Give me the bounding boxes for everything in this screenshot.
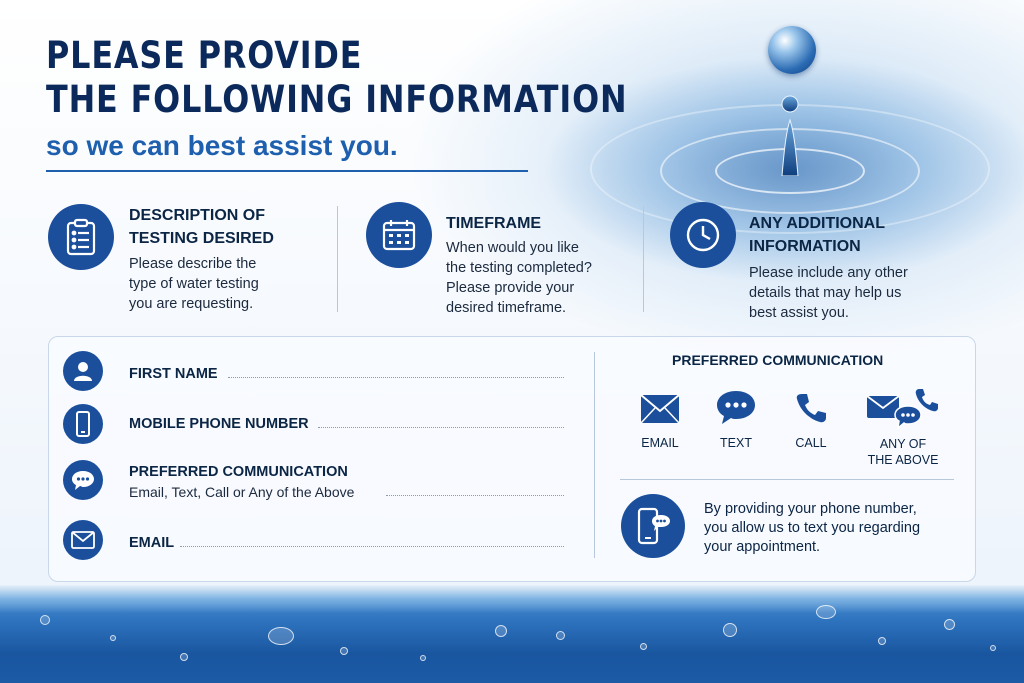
option-email[interactable] — [632, 390, 688, 450]
body-line: details that may help us — [749, 285, 902, 301]
title-line-2: THE FOLLOWING INFORMATION — [46, 78, 628, 121]
bubble — [110, 635, 116, 641]
phone-icon — [795, 392, 827, 424]
email-label: EMAIL — [129, 535, 175, 551]
column-divider — [643, 206, 644, 312]
body-line: the testing completed? — [446, 260, 592, 276]
bubble — [268, 627, 294, 645]
option-label: CALL — [795, 436, 827, 450]
page-title — [46, 34, 627, 122]
note-line: By providing your phone number, — [704, 501, 917, 517]
bubble — [420, 655, 426, 661]
water-splash-image — [760, 92, 820, 176]
clock-icon — [670, 202, 736, 268]
option-any[interactable] — [862, 386, 944, 466]
option-label: TEXT — [720, 436, 752, 450]
panel-divider — [620, 479, 954, 480]
title-divider — [46, 170, 528, 172]
form-divider — [594, 352, 595, 558]
option-label-line: ANY OF — [879, 437, 927, 451]
option-text[interactable] — [708, 388, 764, 450]
body-line: best assist you. — [749, 305, 849, 321]
water-surface-highlight — [0, 585, 1024, 613]
body-line: Please describe the — [129, 256, 257, 272]
bubble — [816, 605, 836, 619]
option-label — [862, 436, 944, 468]
first-name-field[interactable] — [228, 377, 564, 378]
heading-line: TIMEFRAME — [446, 215, 542, 232]
option-call[interactable] — [783, 388, 839, 450]
note-line: your appointment. — [704, 539, 821, 555]
phone-message-icon — [621, 494, 685, 558]
description-heading — [129, 204, 274, 250]
preferred-communication-label: PREFERRED COMMUNICATION — [129, 464, 348, 480]
description-body — [129, 254, 259, 314]
option-label-line: THE ABOVE — [867, 453, 939, 467]
preferred-communication-title: PREFERRED COMMUNICATION — [672, 352, 884, 368]
mobile-phone-icon — [63, 404, 103, 444]
envelope-icon — [63, 520, 103, 560]
water-drop-image — [768, 26, 816, 74]
additional-info-body — [749, 263, 908, 323]
option-label: EMAIL — [641, 436, 679, 450]
body-line: type of water testing — [129, 276, 259, 292]
bubble — [180, 653, 188, 661]
person-icon — [63, 351, 103, 391]
water-surface-image — [0, 585, 1024, 683]
calendar-icon — [366, 202, 432, 268]
heading-line: ANY ADDITIONAL — [749, 215, 885, 232]
mobile-phone-field[interactable] — [318, 427, 564, 428]
preferred-communication-hint: Email, Text, Call or Any of the Above — [129, 484, 355, 500]
body-line: Please provide your — [446, 280, 575, 296]
body-line: When would you like — [446, 240, 579, 256]
mobile-phone-label: MOBILE PHONE NUMBER — [129, 416, 309, 432]
page-subtitle: so we can best assist you. — [46, 130, 398, 161]
heading-line: TESTING DESIRED — [129, 230, 274, 247]
combined-contact-icon — [866, 388, 942, 430]
first-name-label: FIRST NAME — [129, 366, 218, 382]
bubble — [723, 623, 737, 637]
bubble — [990, 645, 996, 651]
heading-line: INFORMATION — [749, 238, 861, 255]
preferred-communication-field[interactable] — [386, 495, 564, 496]
chat-bubble-icon — [716, 390, 756, 426]
bubble — [944, 619, 955, 630]
chat-bubble-icon — [63, 460, 103, 500]
clipboard-icon — [48, 204, 114, 270]
consent-note — [704, 500, 920, 557]
body-line: Please include any other — [749, 265, 908, 281]
heading-line: DESCRIPTION OF — [129, 207, 266, 224]
column-divider — [337, 206, 338, 312]
bubble — [556, 631, 565, 640]
bubble — [340, 647, 348, 655]
envelope-icon — [640, 394, 680, 424]
bubble — [640, 643, 647, 650]
body-line: desired timeframe. — [446, 300, 567, 316]
timeframe-body — [446, 238, 592, 318]
additional-info-heading — [749, 212, 885, 258]
note-line: you allow us to text you regarding — [704, 520, 921, 536]
body-line: you are requesting. — [129, 296, 254, 312]
title-line-1: PLEASE PROVIDE — [46, 34, 363, 77]
timeframe-heading — [446, 212, 541, 235]
bubble — [495, 625, 507, 637]
bubble — [878, 637, 886, 645]
email-field[interactable] — [180, 546, 564, 547]
bubble — [40, 615, 50, 625]
